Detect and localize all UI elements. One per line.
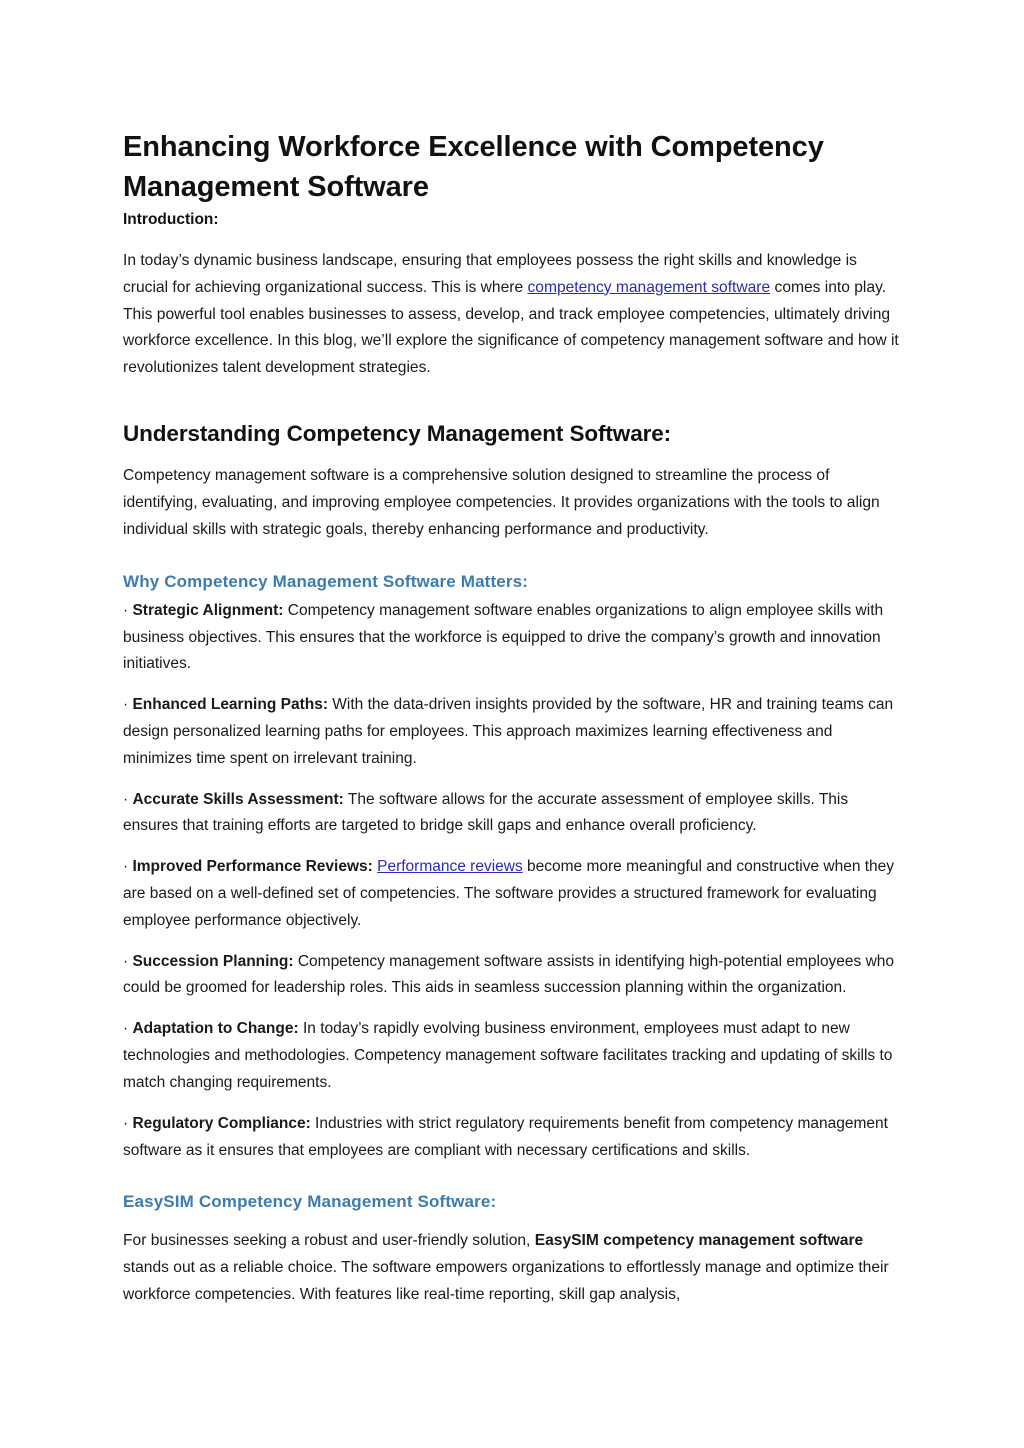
bullet-marker: · (123, 952, 133, 970)
list-item (123, 787, 900, 841)
subheading-why-matters: Why Competency Management Software Matters: (123, 571, 529, 591)
introduction-paragraph (123, 248, 900, 382)
intro-text-after-link: comes into play. This powerful tool enables businesses to assess, develop, and track employee competencies, ultimately driving workforce excellence. In this blog, we’ll explore the significance of competency management software and how it revolutionizes talent development strategies. (123, 278, 899, 377)
list-item-text: The software allows for the accurate assessment of employee skills. This ensures that training efforts are targeted to bridge skill gaps and enhance overall proficiency. (123, 790, 849, 835)
list-item (123, 1111, 900, 1165)
list-item (123, 854, 900, 934)
list-item-text: With the data-driven insights provided by the software, HR and training teams can design personalized learning paths for employees. This approach maximizes learning effectiveness and minimizes time spent on irrelevant training. (123, 696, 894, 767)
list-item-text: become more meaningful and constructive when they are based on a well-defined set of competencies. The software provides a structured framework for evaluating employee performance objectively. (123, 858, 895, 929)
list-item (123, 1016, 900, 1096)
list-item-term: Enhanced Learning Paths: (132, 696, 328, 714)
bullet-marker: · (123, 858, 133, 876)
list-item-text: Competency management software enables organizations to align employee skills with business objectives. This ensures that the workforce is equipped to drive the company’s growth and innovation initiatives. (123, 601, 884, 673)
easysim-text-after-bold: stands out as a reliable choice. The software empowers organizations to effortlessly manage and optimize their workforce competencies. With features like real-time reporting, skill gap analysis, (123, 1258, 889, 1303)
bullet-marker: · (123, 696, 133, 714)
section-heading-understanding: Understanding Competency Management Software: (123, 420, 672, 446)
intro-text-before-link: In today’s dynamic business landscape, ensuring that employees possess the right skills and knowledge is crucial for achieving organizational success. This is where (123, 251, 857, 296)
list-item-term: Succession Planning: (132, 952, 294, 970)
list-item-term: Strategic Alignment: (132, 601, 284, 619)
list-item-term: Regulatory Compliance: (132, 1114, 311, 1132)
list-item (123, 598, 900, 678)
bullet-marker: · (123, 1020, 133, 1038)
section-paragraph-understanding: Competency management software is a comprehensive solution designed to streamline the process of identifying, evaluating, and improving employee competencies. It provides organizations with the tools to align individual skills with strategic goals, thereby enhancing performance and productivity. (123, 467, 880, 539)
easysim-text-before-bold: For businesses seeking a robust and user-friendly solution, (123, 1232, 535, 1250)
list-item-text: Industries with strict regulatory requirements benefit from competency management software as it ensures that employees are compliant with necessary certifications and skills. (123, 1114, 888, 1159)
introduction-label: Introduction: (123, 211, 219, 229)
list-item-term: Adaptation to Change: (132, 1020, 299, 1038)
list-item-term: Improved Performance Reviews: (132, 858, 373, 876)
competency-management-software-link[interactable]: competency management software (527, 278, 771, 296)
list-item-text: Competency management software assists in identifying high-potential employees who could be groomed for leadership roles. This aids in seamless succession planning within the organization. (123, 952, 895, 997)
list-item-text: In today’s rapidly evolving business environment, employees must adapt to new technologies and methodologies. Competency management software facilitates tracking and updating of skills to match changing requirements. (123, 1020, 893, 1091)
list-item-term: Accurate Skills Assessment: (132, 790, 344, 808)
bullet-marker: · (123, 790, 133, 808)
bullet-marker: · (123, 1114, 133, 1132)
list-item (123, 692, 900, 772)
easysim-paragraph (123, 1228, 900, 1308)
performance-reviews-link[interactable]: Performance reviews (377, 858, 523, 876)
page-title: Enhancing Workforce Excellence with Competency Management Software (123, 131, 824, 203)
subheading-easysim: EasySIM Competency Management Software: (123, 1192, 497, 1212)
list-item (123, 949, 900, 1003)
easysim-product-name: EasySIM competency management software (534, 1232, 864, 1250)
bullet-marker: · (123, 601, 133, 619)
